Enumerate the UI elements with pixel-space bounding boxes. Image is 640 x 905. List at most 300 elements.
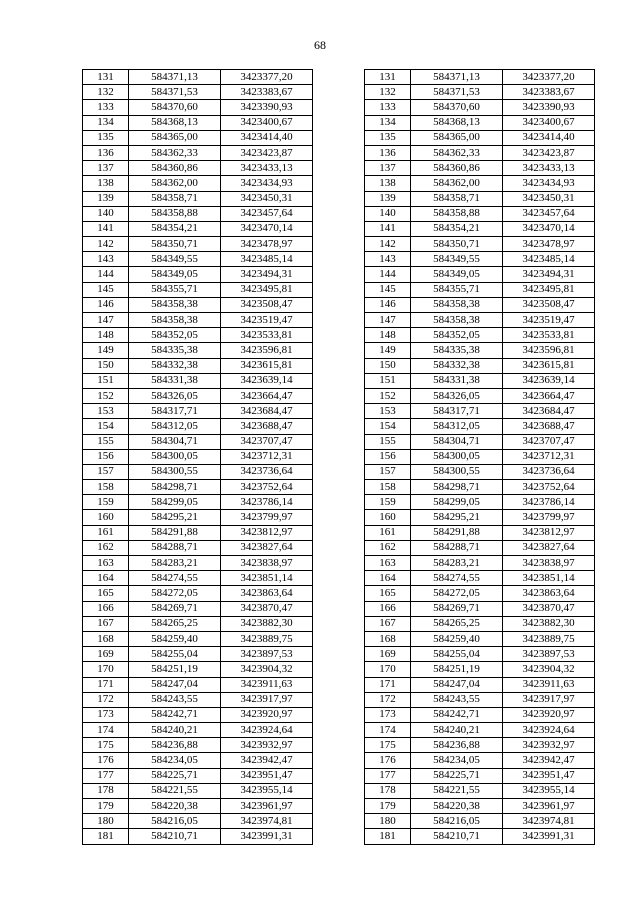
column-gap [313,176,365,191]
left-y-coordinate-cell: 3423533,81 [221,328,313,343]
column-gap [313,783,365,798]
left-point-number-cell: 136 [83,145,129,160]
right-point-number-cell: 132 [365,85,411,100]
right-x-coordinate-cell: 584283,21 [411,556,503,571]
right-point-number-cell: 173 [365,707,411,722]
left-y-coordinate-cell: 3423478,97 [221,237,313,252]
left-y-coordinate-cell: 3423851,14 [221,571,313,586]
right-y-coordinate-cell: 3423664,47 [503,388,595,403]
right-y-coordinate-cell: 3423752,64 [503,480,595,495]
left-x-coordinate-cell: 584358,71 [129,191,221,206]
left-x-coordinate-cell: 584265,25 [129,616,221,631]
left-x-coordinate-cell: 584283,21 [129,556,221,571]
left-x-coordinate-cell: 584236,88 [129,738,221,753]
right-x-coordinate-cell: 584225,71 [411,768,503,783]
column-gap [313,540,365,555]
table-row [83,328,595,343]
left-point-number-cell: 142 [83,237,129,252]
left-point-number-cell: 135 [83,130,129,145]
left-y-coordinate-cell: 3423596,81 [221,343,313,358]
right-y-coordinate-cell: 3423897,53 [503,647,595,662]
left-x-coordinate-cell: 584291,88 [129,525,221,540]
right-point-number-cell: 141 [365,221,411,236]
right-y-coordinate-cell: 3423533,81 [503,328,595,343]
right-x-coordinate-cell: 584242,71 [411,707,503,722]
left-y-coordinate-cell: 3423897,53 [221,647,313,662]
right-y-coordinate-cell: 3423433,13 [503,161,595,176]
left-point-number-cell: 180 [83,814,129,829]
table-row [83,586,595,601]
right-x-coordinate-cell: 584371,13 [411,70,503,85]
table-row [83,707,595,722]
column-gap [313,799,365,814]
right-y-coordinate-cell: 3423470,14 [503,221,595,236]
right-point-number-cell: 147 [365,313,411,328]
column-gap [313,373,365,388]
left-point-number-cell: 172 [83,692,129,707]
left-x-coordinate-cell: 584317,71 [129,404,221,419]
left-point-number-cell: 148 [83,328,129,343]
left-y-coordinate-cell: 3423457,64 [221,206,313,221]
right-x-coordinate-cell: 584259,40 [411,631,503,646]
right-y-coordinate-cell: 3423434,93 [503,176,595,191]
table-row [83,388,595,403]
column-gap [313,449,365,464]
right-y-coordinate-cell: 3423450,31 [503,191,595,206]
right-x-coordinate-cell: 584300,05 [411,449,503,464]
table-row [83,191,595,206]
right-y-coordinate-cell: 3423519,47 [503,313,595,328]
right-x-coordinate-cell: 584210,71 [411,829,503,844]
column-gap [313,130,365,145]
left-x-coordinate-cell: 584210,71 [129,829,221,844]
column-gap [313,814,365,829]
table-row [83,70,595,85]
left-point-number-cell: 162 [83,540,129,555]
right-point-number-cell: 156 [365,449,411,464]
right-x-coordinate-cell: 584291,88 [411,525,503,540]
right-point-number-cell: 133 [365,100,411,115]
right-point-number-cell: 148 [365,328,411,343]
right-point-number-cell: 140 [365,206,411,221]
right-y-coordinate-cell: 3423932,97 [503,738,595,753]
left-x-coordinate-cell: 584251,19 [129,662,221,677]
right-y-coordinate-cell: 3423924,64 [503,723,595,738]
right-y-coordinate-cell: 3423863,64 [503,586,595,601]
left-point-number-cell: 137 [83,161,129,176]
page-number: 68 [314,38,326,52]
left-point-number-cell: 133 [83,100,129,115]
left-x-coordinate-cell: 584243,55 [129,692,221,707]
right-point-number-cell: 168 [365,631,411,646]
right-y-coordinate-cell: 3423707,47 [503,434,595,449]
right-point-number-cell: 155 [365,434,411,449]
right-point-number-cell: 180 [365,814,411,829]
left-y-coordinate-cell: 3423911,63 [221,677,313,692]
right-y-coordinate-cell: 3423961,97 [503,799,595,814]
left-point-number-cell: 131 [83,70,129,85]
column-gap [313,510,365,525]
right-y-coordinate-cell: 3423799,97 [503,510,595,525]
left-point-number-cell: 156 [83,449,129,464]
column-gap [313,571,365,586]
column-gap [313,237,365,252]
left-x-coordinate-cell: 584225,71 [129,768,221,783]
right-y-coordinate-cell: 3423889,75 [503,631,595,646]
left-x-coordinate-cell: 584370,60 [129,100,221,115]
left-point-number-cell: 143 [83,252,129,267]
right-x-coordinate-cell: 584251,19 [411,662,503,677]
left-y-coordinate-cell: 3423470,14 [221,221,313,236]
left-y-coordinate-cell: 3423882,30 [221,616,313,631]
right-point-number-cell: 151 [365,373,411,388]
column-gap [313,267,365,282]
left-y-coordinate-cell: 3423383,67 [221,85,313,100]
right-x-coordinate-cell: 584350,71 [411,237,503,252]
column-gap [313,282,365,297]
right-x-coordinate-cell: 584269,71 [411,601,503,616]
right-point-number-cell: 137 [365,161,411,176]
column-gap [313,616,365,631]
column-gap [313,480,365,495]
table-row [83,434,595,449]
column-gap [313,100,365,115]
table-row [83,313,595,328]
left-x-coordinate-cell: 584274,55 [129,571,221,586]
right-y-coordinate-cell: 3423942,47 [503,753,595,768]
right-x-coordinate-cell: 584370,60 [411,100,503,115]
left-point-number-cell: 147 [83,313,129,328]
column-gap [313,434,365,449]
table-row [83,647,595,662]
right-x-coordinate-cell: 584317,71 [411,404,503,419]
column-gap [313,328,365,343]
right-point-number-cell: 153 [365,404,411,419]
left-x-coordinate-cell: 584272,05 [129,586,221,601]
table-row [83,738,595,753]
left-point-number-cell: 144 [83,267,129,282]
right-x-coordinate-cell: 584274,55 [411,571,503,586]
column-gap [313,738,365,753]
left-y-coordinate-cell: 3423423,87 [221,145,313,160]
right-point-number-cell: 150 [365,358,411,373]
left-y-coordinate-cell: 3423799,97 [221,510,313,525]
left-x-coordinate-cell: 584221,55 [129,783,221,798]
right-x-coordinate-cell: 584371,53 [411,85,503,100]
right-x-coordinate-cell: 584358,88 [411,206,503,221]
right-point-number-cell: 160 [365,510,411,525]
right-x-coordinate-cell: 584358,71 [411,191,503,206]
left-point-number-cell: 174 [83,723,129,738]
column-gap [313,404,365,419]
column-gap [313,631,365,646]
right-y-coordinate-cell: 3423494,31 [503,267,595,282]
right-x-coordinate-cell: 584288,71 [411,540,503,555]
left-point-number-cell: 168 [83,631,129,646]
right-x-coordinate-cell: 584236,88 [411,738,503,753]
left-x-coordinate-cell: 584368,13 [129,115,221,130]
left-point-number-cell: 171 [83,677,129,692]
column-gap [313,343,365,358]
table-row [83,100,595,115]
right-y-coordinate-cell: 3423684,47 [503,404,595,419]
right-x-coordinate-cell: 584362,00 [411,176,503,191]
right-point-number-cell: 171 [365,677,411,692]
right-point-number-cell: 167 [365,616,411,631]
column-gap [313,692,365,707]
table-row [83,631,595,646]
right-x-coordinate-cell: 584349,55 [411,252,503,267]
right-y-coordinate-cell: 3423911,63 [503,677,595,692]
left-y-coordinate-cell: 3423688,47 [221,419,313,434]
left-point-number-cell: 158 [83,480,129,495]
right-y-coordinate-cell: 3423812,97 [503,525,595,540]
right-x-coordinate-cell: 584354,21 [411,221,503,236]
right-y-coordinate-cell: 3423904,32 [503,662,595,677]
left-point-number-cell: 177 [83,768,129,783]
coordinates-table [82,69,595,845]
right-x-coordinate-cell: 584298,71 [411,480,503,495]
left-x-coordinate-cell: 584234,05 [129,753,221,768]
column-gap [313,221,365,236]
left-x-coordinate-cell: 584358,88 [129,206,221,221]
left-point-number-cell: 159 [83,495,129,510]
left-point-number-cell: 181 [83,829,129,844]
right-x-coordinate-cell: 584358,38 [411,313,503,328]
left-y-coordinate-cell: 3423450,31 [221,191,313,206]
left-point-number-cell: 152 [83,388,129,403]
right-y-coordinate-cell: 3423955,14 [503,783,595,798]
left-y-coordinate-cell: 3423684,47 [221,404,313,419]
left-y-coordinate-cell: 3423889,75 [221,631,313,646]
left-x-coordinate-cell: 584269,71 [129,601,221,616]
left-point-number-cell: 179 [83,799,129,814]
table-row [83,768,595,783]
column-gap [313,191,365,206]
left-x-coordinate-cell: 584247,04 [129,677,221,692]
table-row [83,571,595,586]
right-y-coordinate-cell: 3423383,67 [503,85,595,100]
column-gap [313,753,365,768]
left-y-coordinate-cell: 3423495,81 [221,282,313,297]
right-x-coordinate-cell: 584300,55 [411,464,503,479]
left-y-coordinate-cell: 3423508,47 [221,297,313,312]
table-row [83,662,595,677]
right-x-coordinate-cell: 584362,33 [411,145,503,160]
table-row [83,525,595,540]
left-point-number-cell: 139 [83,191,129,206]
table-row [83,282,595,297]
right-point-number-cell: 181 [365,829,411,844]
left-point-number-cell: 166 [83,601,129,616]
left-x-coordinate-cell: 584365,00 [129,130,221,145]
left-y-coordinate-cell: 3423917,97 [221,692,313,707]
left-y-coordinate-cell: 3423863,64 [221,586,313,601]
right-point-number-cell: 163 [365,556,411,571]
left-x-coordinate-cell: 584300,05 [129,449,221,464]
left-y-coordinate-cell: 3423924,64 [221,723,313,738]
right-point-number-cell: 146 [365,297,411,312]
left-point-number-cell: 175 [83,738,129,753]
right-y-coordinate-cell: 3423485,14 [503,252,595,267]
right-point-number-cell: 176 [365,753,411,768]
table-row [83,677,595,692]
table-row [83,616,595,631]
left-point-number-cell: 132 [83,85,129,100]
right-point-number-cell: 177 [365,768,411,783]
left-point-number-cell: 145 [83,282,129,297]
left-y-coordinate-cell: 3423870,47 [221,601,313,616]
right-y-coordinate-cell: 3423838,97 [503,556,595,571]
left-x-coordinate-cell: 584371,53 [129,85,221,100]
column-gap [313,723,365,738]
right-x-coordinate-cell: 584332,38 [411,358,503,373]
right-x-coordinate-cell: 584331,38 [411,373,503,388]
right-y-coordinate-cell: 3423478,97 [503,237,595,252]
table-row [83,449,595,464]
right-x-coordinate-cell: 584368,13 [411,115,503,130]
table-row [83,601,595,616]
right-y-coordinate-cell: 3423991,31 [503,829,595,844]
right-point-number-cell: 161 [365,525,411,540]
right-y-coordinate-cell: 3423400,67 [503,115,595,130]
left-x-coordinate-cell: 584350,71 [129,237,221,252]
left-y-coordinate-cell: 3423920,97 [221,707,313,722]
column-gap [313,145,365,160]
table-row [83,221,595,236]
right-point-number-cell: 162 [365,540,411,555]
left-point-number-cell: 141 [83,221,129,236]
table-row [83,237,595,252]
right-point-number-cell: 174 [365,723,411,738]
left-x-coordinate-cell: 584349,55 [129,252,221,267]
right-y-coordinate-cell: 3423615,81 [503,358,595,373]
left-x-coordinate-cell: 584335,38 [129,343,221,358]
left-y-coordinate-cell: 3423961,97 [221,799,313,814]
left-y-coordinate-cell: 3423377,20 [221,70,313,85]
left-y-coordinate-cell: 3423812,97 [221,525,313,540]
right-point-number-cell: 166 [365,601,411,616]
left-y-coordinate-cell: 3423615,81 [221,358,313,373]
column-gap [313,768,365,783]
column-gap [313,662,365,677]
left-x-coordinate-cell: 584240,21 [129,723,221,738]
left-x-coordinate-cell: 584298,71 [129,480,221,495]
left-point-number-cell: 176 [83,753,129,768]
left-point-number-cell: 155 [83,434,129,449]
right-point-number-cell: 152 [365,388,411,403]
right-point-number-cell: 136 [365,145,411,160]
left-x-coordinate-cell: 584358,38 [129,313,221,328]
left-x-coordinate-cell: 584358,38 [129,297,221,312]
left-y-coordinate-cell: 3423494,31 [221,267,313,282]
left-x-coordinate-cell: 584259,40 [129,631,221,646]
right-point-number-cell: 154 [365,419,411,434]
column-gap [313,525,365,540]
left-point-number-cell: 157 [83,464,129,479]
table-row [83,510,595,525]
table-row [83,85,595,100]
left-x-coordinate-cell: 584362,00 [129,176,221,191]
right-y-coordinate-cell: 3423882,30 [503,616,595,631]
table-row [83,161,595,176]
left-point-number-cell: 169 [83,647,129,662]
right-point-number-cell: 144 [365,267,411,282]
right-point-number-cell: 143 [365,252,411,267]
right-x-coordinate-cell: 584240,21 [411,723,503,738]
right-y-coordinate-cell: 3423423,87 [503,145,595,160]
column-gap [313,556,365,571]
left-x-coordinate-cell: 584312,05 [129,419,221,434]
left-point-number-cell: 154 [83,419,129,434]
table-row [83,556,595,571]
column-gap [313,388,365,403]
left-point-number-cell: 170 [83,662,129,677]
right-point-number-cell: 158 [365,480,411,495]
right-x-coordinate-cell: 584247,04 [411,677,503,692]
left-y-coordinate-cell: 3423752,64 [221,480,313,495]
right-y-coordinate-cell: 3423851,14 [503,571,595,586]
left-y-coordinate-cell: 3423827,64 [221,540,313,555]
right-point-number-cell: 169 [365,647,411,662]
right-point-number-cell: 179 [365,799,411,814]
right-x-coordinate-cell: 584220,38 [411,799,503,814]
table-row [83,464,595,479]
right-x-coordinate-cell: 584358,38 [411,297,503,312]
table-row [83,176,595,191]
table-row [83,540,595,555]
table-row [83,130,595,145]
right-y-coordinate-cell: 3423951,47 [503,768,595,783]
left-y-coordinate-cell: 3423390,93 [221,100,313,115]
left-y-coordinate-cell: 3423485,14 [221,252,313,267]
table-row [83,206,595,221]
column-gap [313,252,365,267]
left-x-coordinate-cell: 584354,21 [129,221,221,236]
table-row [83,692,595,707]
left-x-coordinate-cell: 584331,38 [129,373,221,388]
table-row [83,358,595,373]
right-y-coordinate-cell: 3423827,64 [503,540,595,555]
left-point-number-cell: 178 [83,783,129,798]
column-gap [313,313,365,328]
right-y-coordinate-cell: 3423377,20 [503,70,595,85]
left-y-coordinate-cell: 3423932,97 [221,738,313,753]
table-row [83,723,595,738]
left-x-coordinate-cell: 584362,33 [129,145,221,160]
column-gap [313,206,365,221]
left-y-coordinate-cell: 3423400,67 [221,115,313,130]
left-y-coordinate-cell: 3423664,47 [221,388,313,403]
right-y-coordinate-cell: 3423688,47 [503,419,595,434]
table-row [83,267,595,282]
column-gap [313,115,365,130]
column-gap [313,85,365,100]
left-point-number-cell: 146 [83,297,129,312]
right-x-coordinate-cell: 584234,05 [411,753,503,768]
right-point-number-cell: 159 [365,495,411,510]
column-gap [313,70,365,85]
left-x-coordinate-cell: 584355,71 [129,282,221,297]
left-x-coordinate-cell: 584242,71 [129,707,221,722]
right-point-number-cell: 142 [365,237,411,252]
right-y-coordinate-cell: 3423917,97 [503,692,595,707]
column-gap [313,707,365,722]
column-gap [313,677,365,692]
left-y-coordinate-cell: 3423736,64 [221,464,313,479]
right-x-coordinate-cell: 584365,00 [411,130,503,145]
left-point-number-cell: 149 [83,343,129,358]
